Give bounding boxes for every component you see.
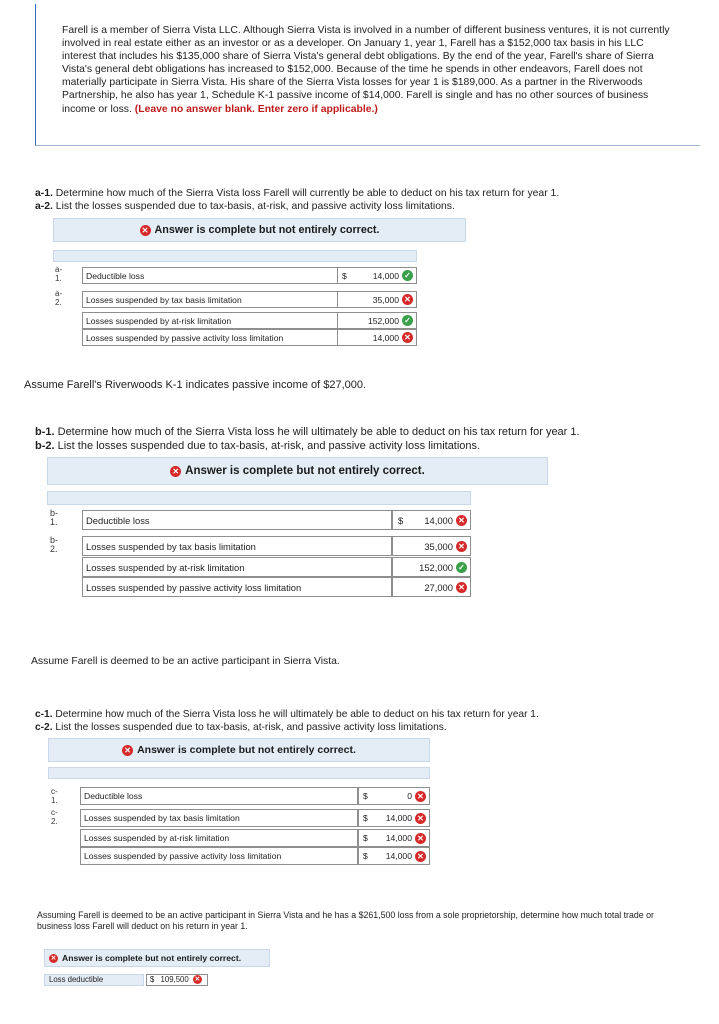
x-circle-icon: ✕ [456, 541, 467, 552]
answer-banner-a [53, 218, 466, 242]
table-c-input-basis[interactable] [358, 809, 430, 827]
x-circle-icon: ✕ [415, 851, 426, 862]
question-b [35, 425, 685, 453]
answer-table-a [53, 250, 417, 350]
table-c-desc-passive: Losses suspended by passive activity loss limitation [80, 847, 358, 865]
x-circle-icon: ✕ [50, 954, 57, 962]
table-b-input-passive[interactable] [392, 577, 471, 597]
question-a [35, 187, 675, 213]
loss-deductible-value: 109,500 [160, 975, 189, 984]
table-b-value-basis: 35,000 [424, 540, 453, 552]
table-b-header-bar [47, 491, 471, 505]
x-circle-icon: ✕ [456, 582, 467, 593]
row-label-c1: c- 1. [51, 787, 58, 805]
table-a-desc-atrisk: Losses suspended by at-risk limitation [82, 312, 338, 329]
check-circle-icon: ✓ [402, 315, 413, 326]
table-a-input-passive[interactable] [337, 329, 417, 346]
table-b-value-passive: 27,000 [424, 581, 453, 593]
dollar-sign: $ [150, 975, 155, 984]
table-a-input-atrisk[interactable] [337, 312, 417, 329]
answer-table-c [48, 767, 430, 867]
table-b-input-basis[interactable] [392, 536, 471, 556]
question-b1-tag: b-1. [35, 426, 55, 438]
question-c1-text: Determine how much of the Sierra Vista loss he will ultimately be able to deduct on his tax return for year 1. [55, 709, 539, 720]
table-c-value-atrisk: 14,000 [385, 833, 412, 843]
x-circle-icon: ✕ [194, 976, 201, 984]
answer-banner-d-text: Answer is complete but not entirely correct. [62, 953, 242, 963]
answer-table-b [47, 491, 471, 599]
table-b-desc-basis: Losses suspended by tax basis limitation [82, 536, 392, 556]
table-a-value-passive: 14,000 [372, 332, 399, 343]
table-c-desc-atrisk: Losses suspended by at-risk limitation [80, 829, 358, 847]
assumption-b: Assume Farell's Riverwoods K-1 indicates passive income of $27,000. [24, 379, 367, 391]
table-c-header-bar [48, 767, 430, 779]
table-b-value-atrisk: 152,000 [419, 561, 453, 573]
x-circle-icon: ✕ [415, 813, 426, 824]
table-b-desc-deductible: Deductible loss [82, 510, 392, 530]
table-b-desc-passive: Losses suspended by passive activity loss limitation [82, 577, 392, 597]
table-a-value-basis: 35,000 [372, 294, 399, 305]
question-b2-tag: b-2. [35, 440, 55, 452]
x-circle-icon: ✕ [170, 466, 181, 477]
table-b-input-atrisk[interactable] [392, 557, 471, 577]
problem-text [62, 24, 680, 116]
table-b-value-deductible: 14,000 [424, 514, 453, 526]
question-a1-tag: a-1. [35, 188, 53, 199]
question-a2-text: List the losses suspended due to tax-basis, at-risk, and passive activity loss limitations. [55, 201, 455, 212]
x-circle-icon: ✕ [402, 294, 413, 305]
row-label-c2: c- 2. [51, 808, 58, 826]
question-d: Assuming Farell is deemed to be an active participant in Sierra Vista and he has a $261,500 loss from a sole proprietorship, determine how much total trade or business loss Farell will deduct on his return in year 1. [37, 910, 654, 931]
table-b-desc-atrisk: Losses suspended by at-risk limitation [82, 557, 392, 577]
table-a-value-atrisk: 152,000 [367, 315, 399, 326]
problem-body: Farell is a member of Sierra Vista LLC. Although Sierra Vista is involved in a number of different business ventures, it is not currently involved in real estate either as an investor or as a developer. On January 1, year 1, Farell has a $152,000 tax basis in his LLC interest that includes his $135,000 share of Sierra Vista's general debt obligations. By the end of the year, Farell's share of Sierra Vista's general debt obligations has increased to $152,000. Because of the time he spends in other endeavors, Farell does not materially participate in Sierra Vista. His share of the Sierra Vista losses for year 1 is $189,000. As a partner in the Riverwoods Partnership, he also has year 1, Schedule K-1 passive income of $14,000. Farell is single and has no other sources of business income or loss. [62, 25, 670, 115]
problem-warning: (Leave no answer blank. Enter zero if applicable.) [134, 103, 378, 115]
table-b-input-deductible[interactable] [392, 510, 471, 530]
answer-banner-c-text: Answer is complete but not entirely correct. [137, 744, 356, 756]
question-a2-tag: a-2. [35, 201, 53, 212]
x-circle-icon: ✕ [122, 745, 133, 756]
loss-deductible-label: Loss deductible [44, 974, 144, 986]
row-label-a1: a- 1. [55, 265, 63, 283]
x-circle-icon: ✕ [415, 833, 426, 844]
answer-banner-b-text: Answer is complete but not entirely correct. [185, 465, 425, 477]
assumption-c: Assume Farell is deemed to be an active participant in Sierra Vista. [31, 656, 340, 667]
dollar-sign: $ [363, 791, 368, 801]
table-c-desc-deductible: Deductible loss [80, 787, 358, 805]
question-b1-text: Determine how much of the Sierra Vista loss he will ultimately be able to deduct on his tax return for year 1. [57, 426, 580, 438]
table-c-value-passive: 14,000 [385, 851, 412, 861]
x-circle-icon: ✕ [140, 225, 151, 236]
problem-statement-box [35, 4, 700, 146]
row-label-b2: b- 2. [50, 535, 59, 554]
table-a-desc-passive: Losses suspended by passive activity loss limitation [82, 329, 338, 346]
question-c2-tag: c-2. [35, 721, 53, 733]
dollar-sign: $ [398, 514, 404, 526]
answer-banner-d [44, 949, 270, 967]
table-a-desc-deductible: Deductible loss [82, 267, 338, 284]
dollar-sign: $ [363, 851, 368, 861]
table-a-header-bar [53, 250, 417, 262]
table-c-input-deductible[interactable] [358, 787, 430, 805]
x-circle-icon: ✕ [402, 332, 413, 343]
question-a1-text: Determine how much of the Sierra Vista loss Farell will currently be able to deduct on his tax return for year 1. [55, 188, 560, 199]
answer-banner-a-text: Answer is complete but not entirely correct. [154, 224, 380, 236]
question-c2-text: List the losses suspended due to tax-basis, at-risk, and passive activity loss limitations. [55, 721, 447, 733]
check-circle-icon: ✓ [402, 270, 413, 281]
row-label-b1: b- 1. [50, 508, 59, 527]
table-c-value-basis: 14,000 [385, 813, 412, 823]
x-circle-icon: ✕ [415, 791, 426, 802]
check-circle-icon: ✓ [456, 562, 467, 573]
table-a-input-deductible[interactable] [337, 267, 417, 284]
table-a-desc-basis: Losses suspended by tax basis limitation [82, 291, 338, 308]
table-c-input-atrisk[interactable] [358, 829, 430, 847]
table-c-input-passive[interactable] [358, 847, 430, 865]
dollar-sign: $ [363, 813, 368, 823]
table-c-value-deductible: 0 [407, 791, 412, 801]
table-a-input-basis[interactable] [337, 291, 417, 308]
answer-banner-b [47, 457, 548, 485]
dollar-sign: $ [363, 833, 368, 843]
loss-deductible-input[interactable] [146, 974, 208, 986]
x-circle-icon: ✕ [456, 515, 467, 526]
table-c-desc-basis: Losses suspended by tax basis limitation [80, 809, 358, 827]
question-c1-tag: c-1. [35, 709, 53, 720]
table-a-value-deductible: 14,000 [372, 270, 399, 281]
question-c [35, 709, 675, 734]
row-label-a2: a- 2. [55, 289, 63, 307]
question-b2-text: List the losses suspended due to tax-basis, at-risk, and passive activity loss limitations. [57, 440, 481, 452]
answer-banner-c [48, 738, 430, 762]
dollar-sign: $ [342, 270, 347, 281]
